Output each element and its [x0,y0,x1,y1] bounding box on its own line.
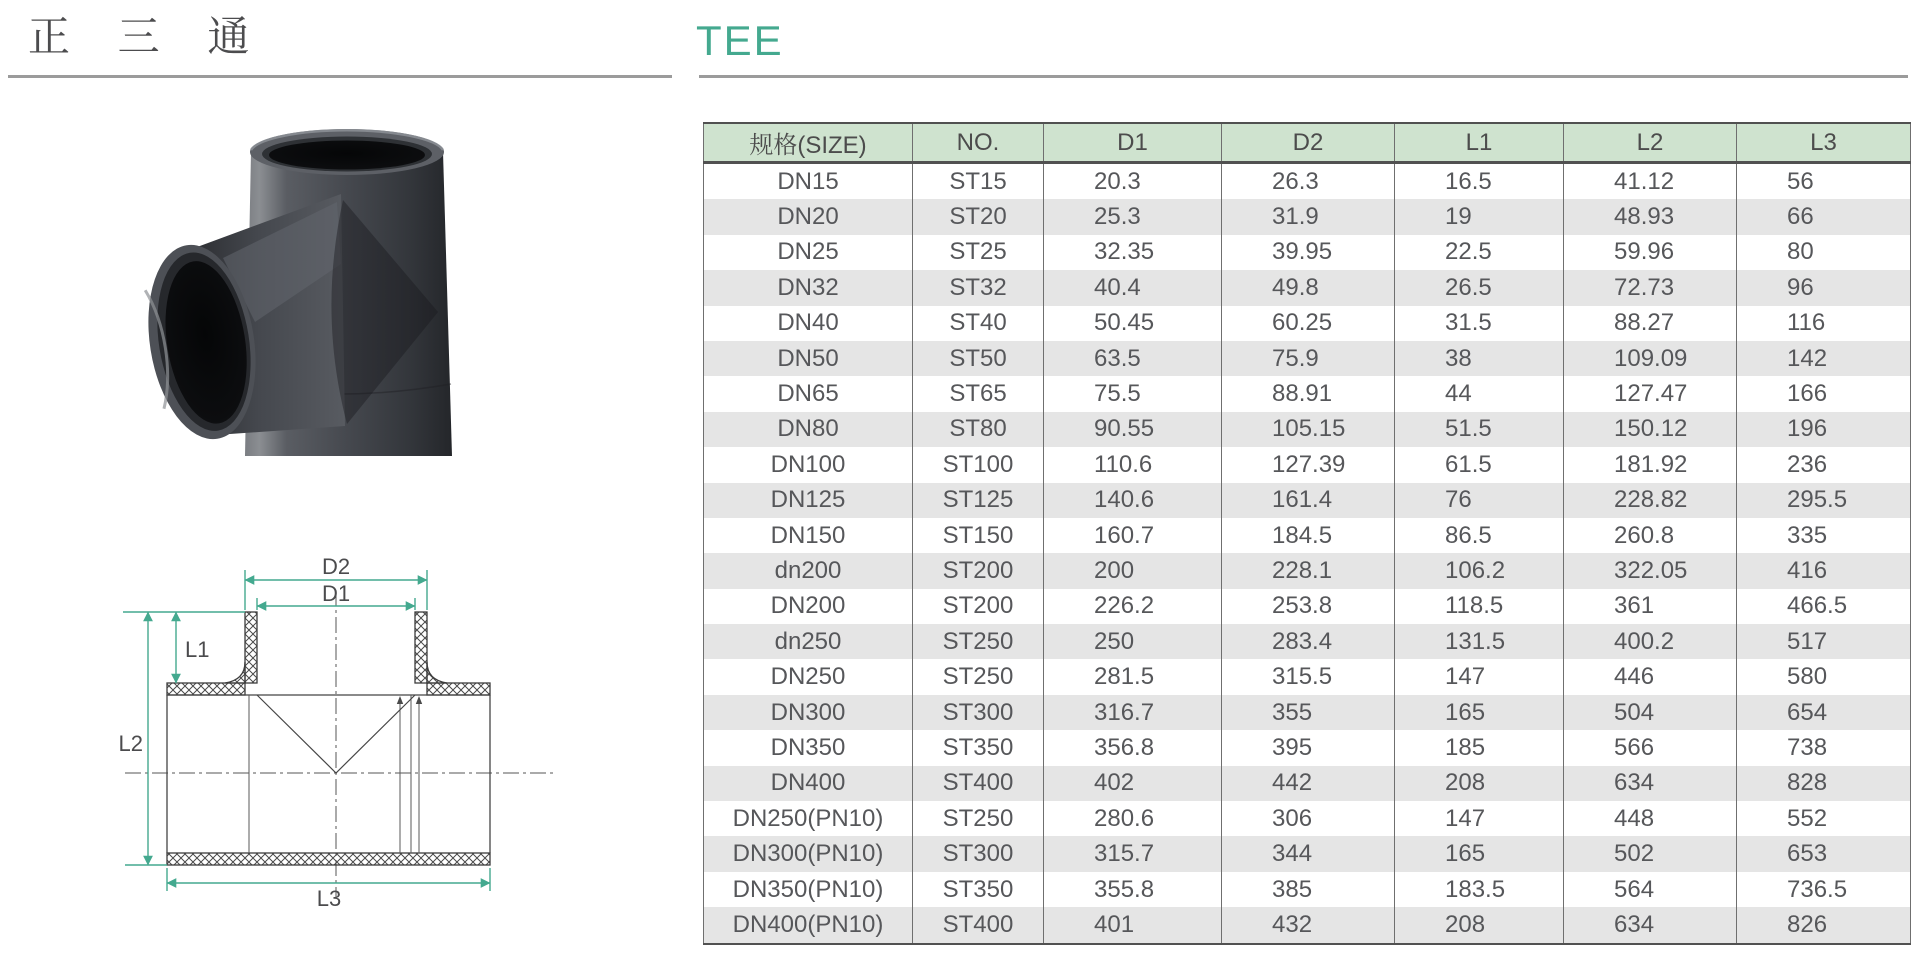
cell-d2: 385 [1222,872,1395,907]
cell-l2: 109.09 [1564,341,1737,376]
cell-size: DN20 [704,199,913,234]
cell-l3: 580 [1737,659,1911,694]
cell-l2: 634 [1564,766,1737,801]
cell-size: DN400 [704,766,913,801]
cell-l3: 552 [1737,801,1911,836]
cell-d2: 105.15 [1222,412,1395,447]
cell-d2: 161.4 [1222,483,1395,518]
cell-no: ST65 [913,376,1044,411]
cell-d2: 26.3 [1222,163,1395,200]
col-header-no: NO. [913,123,1044,163]
table-row [704,199,1911,234]
cell-l1: 26.5 [1395,270,1564,305]
cell-no: ST80 [913,412,1044,447]
dim-label-d2: D2 [321,554,351,579]
table-row [704,163,1911,200]
cell-l3: 56 [1737,163,1911,200]
cell-l1: 165 [1395,836,1564,871]
cell-size: DN50 [704,341,913,376]
table-row [704,483,1911,518]
col-header-l2: L2 [1564,123,1737,163]
cell-d2: 315.5 [1222,659,1395,694]
table-row [704,306,1911,341]
cell-size: dn200 [704,553,913,588]
cell-no: ST100 [913,447,1044,482]
cell-l3: 166 [1737,376,1911,411]
cell-l1: 131.5 [1395,624,1564,659]
cell-size: DN250(PN10) [732,804,884,832]
cell-d2: 49.8 [1222,270,1395,305]
cell-size: DN32 [704,270,913,305]
spec-table-container [703,122,1911,945]
cell-l2: 260.8 [1564,518,1737,553]
cell-l1: 147 [1395,659,1564,694]
cell-d1: 200 [1044,553,1222,588]
cell-d2: 75.9 [1222,341,1395,376]
title-underline-right [699,75,1908,78]
cell-d1: 250 [1044,624,1222,659]
cell-d1: 355.8 [1044,872,1222,907]
dim-label-l1: L1 [185,637,210,662]
cell-l1: 106.2 [1395,553,1564,588]
table-row [704,553,1911,588]
cell-l3: 736.5 [1737,872,1911,907]
cell-d2: 228.1 [1222,553,1395,588]
cell-no: ST150 [913,518,1044,553]
col-header-size: 规格(SIZE) [704,123,913,163]
cell-no: ST200 [913,589,1044,624]
cell-l3: 654 [1737,695,1911,730]
cell-l2: 322.05 [1564,553,1737,588]
cell-l1: 16.5 [1395,163,1564,200]
table-row [704,766,1911,801]
dim-label-d1: D1 [321,581,351,606]
table-row [704,695,1911,730]
cell-l3: 196 [1737,412,1911,447]
cell-no: ST50 [913,341,1044,376]
cell-no: ST125 [913,483,1044,518]
cell-size: DN350(PN10) [732,875,884,903]
cell-size: DN15 [777,167,839,195]
table-row [704,235,1911,270]
cell-l3: 826 [1737,907,1911,943]
cell-d1: 40.4 [1044,270,1222,305]
cell-d1: 356.8 [1044,730,1222,765]
cell-d1: 63.5 [1044,341,1222,376]
cell-size: DN80 [704,412,913,447]
product-photo-tee [105,90,555,460]
cell-l3: 517 [1737,624,1911,659]
col-header-l1: L1 [1395,123,1564,163]
cell-d1: 75.5 [1044,376,1222,411]
dim-label-l2: L2 [118,731,143,756]
cell-size: DN350 [770,733,846,761]
cell-no: ST300 [913,695,1044,730]
cell-size: DN150 [770,521,846,549]
cell-l2: 59.96 [1564,235,1737,270]
cell-l2: 504 [1564,695,1737,730]
cell-l1: 185 [1395,730,1564,765]
cell-l1: 118.5 [1395,589,1564,624]
cell-d1: 140.6 [1044,483,1222,518]
cell-l2: 88.27 [1564,306,1737,341]
cell-no: ST250 [913,801,1044,836]
cell-no: ST20 [913,199,1044,234]
col-header-d2: D2 [1222,123,1395,163]
cell-no: ST15 [913,163,1044,200]
cell-d1: 160.7 [1044,518,1222,553]
table-row [704,518,1911,553]
cell-l3: 416 [1737,553,1911,588]
cell-d1: 20.3 [1044,163,1222,200]
col-header-l3: L3 [1737,123,1911,163]
cell-size: dn250 [704,624,913,659]
table-row [704,872,1911,907]
cell-d1: 25.3 [1044,199,1222,234]
cell-no: ST40 [913,306,1044,341]
page-title-english: TEE [696,17,784,64]
cell-d1: 280.6 [1044,801,1222,836]
cell-size: DN300(PN10) [704,836,913,871]
cell-no: ST400 [913,907,1044,943]
cell-d1: 110.6 [1044,447,1222,482]
cell-l3: 80 [1737,235,1911,270]
table-row [704,624,1911,659]
cell-d1: 50.45 [1044,306,1222,341]
cell-l3: 116 [1737,306,1911,341]
cell-d2: 283.4 [1222,624,1395,659]
cell-l1: 51.5 [1395,412,1564,447]
cell-no: ST400 [913,766,1044,801]
cell-l3: 236 [1737,447,1911,482]
cell-l1: 208 [1395,907,1564,943]
cell-l2: 448 [1564,801,1737,836]
cell-l1: 183.5 [1395,872,1564,907]
cell-l2: 564 [1564,872,1737,907]
table-row [704,836,1911,871]
table-row [704,801,1911,836]
cell-l1: 165 [1395,695,1564,730]
cell-l3: 96 [1737,270,1911,305]
table-row [704,270,1911,305]
cell-l2: 228.82 [1564,483,1737,518]
table-row [704,412,1911,447]
cell-size: DN100 [770,450,846,478]
cell-d2: 127.39 [1222,447,1395,482]
cell-no: ST32 [913,270,1044,305]
cell-l1: 44 [1395,376,1564,411]
cell-d1: 402 [1044,766,1222,801]
cell-l3: 466.5 [1737,589,1911,624]
cell-l2: 566 [1564,730,1737,765]
cell-l1: 61.5 [1395,447,1564,482]
table-row [704,376,1911,411]
cell-d1: 226.2 [1044,589,1222,624]
cell-l2: 361 [1564,589,1737,624]
cell-size: DN65 [777,380,839,408]
cell-l2: 634 [1564,907,1737,943]
cell-d2: 39.95 [1222,235,1395,270]
cell-d1: 32.35 [1044,235,1222,270]
cell-d2: 184.5 [1222,518,1395,553]
cell-l2: 72.73 [1564,270,1737,305]
cell-l1: 19 [1395,199,1564,234]
table-row [704,907,1911,943]
cell-no: ST350 [913,730,1044,765]
cell-d2: 355 [1222,695,1395,730]
cell-d1: 401 [1044,907,1222,943]
table-row [704,659,1911,694]
col-header-d1: D1 [1044,123,1222,163]
cell-d1: 315.7 [1044,836,1222,871]
cell-size: DN400(PN10) [704,907,913,943]
cell-size: DN125 [704,483,913,518]
cell-l2: 502 [1564,836,1737,871]
cell-l2: 48.93 [1564,199,1737,234]
cell-l2: 181.92 [1564,447,1737,482]
cell-size: DN40 [777,309,839,337]
cell-no: ST300 [913,836,1044,871]
cell-d1: 316.7 [1044,695,1222,730]
cell-l3: 828 [1737,766,1911,801]
table-row [704,730,1911,765]
cell-l2: 446 [1564,659,1737,694]
cell-no: ST250 [913,624,1044,659]
cell-l2: 127.47 [1564,376,1737,411]
table-row [704,589,1911,624]
cell-size: DN250 [770,663,846,691]
cell-l2: 400.2 [1564,624,1737,659]
cell-d2: 442 [1222,766,1395,801]
cell-d1: 281.5 [1044,659,1222,694]
spec-table [703,122,1911,945]
cell-d2: 31.9 [1222,199,1395,234]
cell-l1: 147 [1395,801,1564,836]
cell-l1: 76 [1395,483,1564,518]
dim-label-l3: L3 [316,886,342,910]
cell-d2: 344 [1222,836,1395,871]
cell-l2: 41.12 [1564,163,1737,200]
cell-d1: 90.55 [1044,412,1222,447]
cell-l3: 142 [1737,341,1911,376]
cell-d2: 88.91 [1222,376,1395,411]
cell-no: ST200 [913,553,1044,588]
cell-l3: 738 [1737,730,1911,765]
cell-size: DN200 [770,592,846,620]
cell-l1: 38 [1395,341,1564,376]
table-row [704,341,1911,376]
cell-l1: 208 [1395,766,1564,801]
cell-d2: 306 [1222,801,1395,836]
page-title-chinese: 正 三 通 [28,13,268,60]
cell-l3: 335 [1737,518,1911,553]
cell-d2: 395 [1222,730,1395,765]
cell-d2: 432 [1222,907,1395,943]
table-row [704,447,1911,482]
cell-d2: 60.25 [1222,306,1395,341]
cell-l1: 86.5 [1395,518,1564,553]
header-row [704,123,1911,163]
dimension-diagram [85,450,590,910]
cell-l2: 150.12 [1564,412,1737,447]
cell-no: ST25 [913,235,1044,270]
cell-l3: 66 [1737,199,1911,234]
cell-d2: 253.8 [1222,589,1395,624]
title-underline-left [8,75,672,78]
cell-no: ST350 [913,872,1044,907]
cell-l1: 22.5 [1395,235,1564,270]
cell-l3: 653 [1737,836,1911,871]
cell-l3: 295.5 [1737,483,1911,518]
cell-size: DN300 [704,695,913,730]
cell-l1: 31.5 [1395,306,1564,341]
cell-no: ST250 [913,659,1044,694]
cell-size: DN25 [777,238,839,266]
